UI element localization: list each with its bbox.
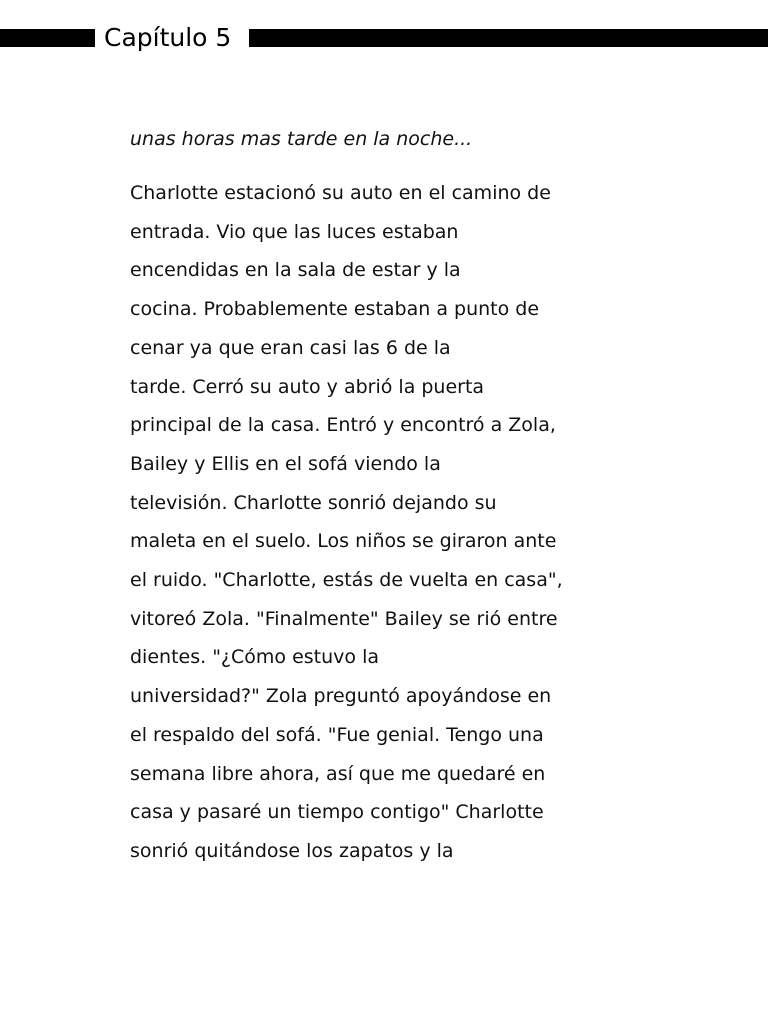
text-line: el respaldo del sofá. "Fue genial. Tengo una	[130, 723, 544, 746]
body-paragraph	[130, 174, 650, 871]
text-line: televisión. Charlotte sonrió dejando su	[130, 491, 497, 514]
text-line: el ruido. "Charlotte, estás de vuelta en casa",	[130, 569, 563, 592]
text-line: dientes. "¿Cómo estuvo la	[130, 646, 379, 669]
text-line: semana libre ahora, así que me quedaré en	[130, 762, 546, 785]
chapter-header	[0, 22, 768, 54]
text-line: encendidas en la sala de estar y la	[130, 259, 461, 282]
text-line: cocina. Probablemente estaban a punto de	[130, 298, 540, 321]
chapter-title: Capítulo 5	[104, 23, 232, 52]
text-line: Charlotte estacionó su auto en el camino de	[130, 182, 551, 204]
header-bar-right	[249, 29, 768, 47]
text-line: casa y pasaré un tiempo contigo" Charlotte	[130, 801, 544, 824]
intro-text: unas horas mas tarde en la noche...	[130, 128, 473, 150]
text-line: cenar ya que eran casi las 6 de la	[130, 336, 451, 359]
text-line: universidad?" Zola preguntó apoyándose en	[130, 685, 552, 708]
text-line: vitoreó Zola. "Finalmente" Bailey se rió entre	[130, 607, 558, 630]
header-bar-left	[0, 29, 95, 47]
text-line: sonrió quitándose los zapatos y la	[130, 839, 454, 862]
text-line: entrada. Vio que las luces estaban	[130, 220, 459, 243]
text-line: Bailey y Ellis en el sofá viendo la	[130, 452, 441, 475]
text-line: maleta en el suelo. Los niños se giraron ante	[130, 530, 557, 553]
chapter-content	[130, 120, 650, 871]
text-line: tarde. Cerró su auto y abrió la puerta	[130, 375, 485, 398]
text-line: principal de la casa. Entró y encontró a Zola,	[130, 414, 556, 437]
